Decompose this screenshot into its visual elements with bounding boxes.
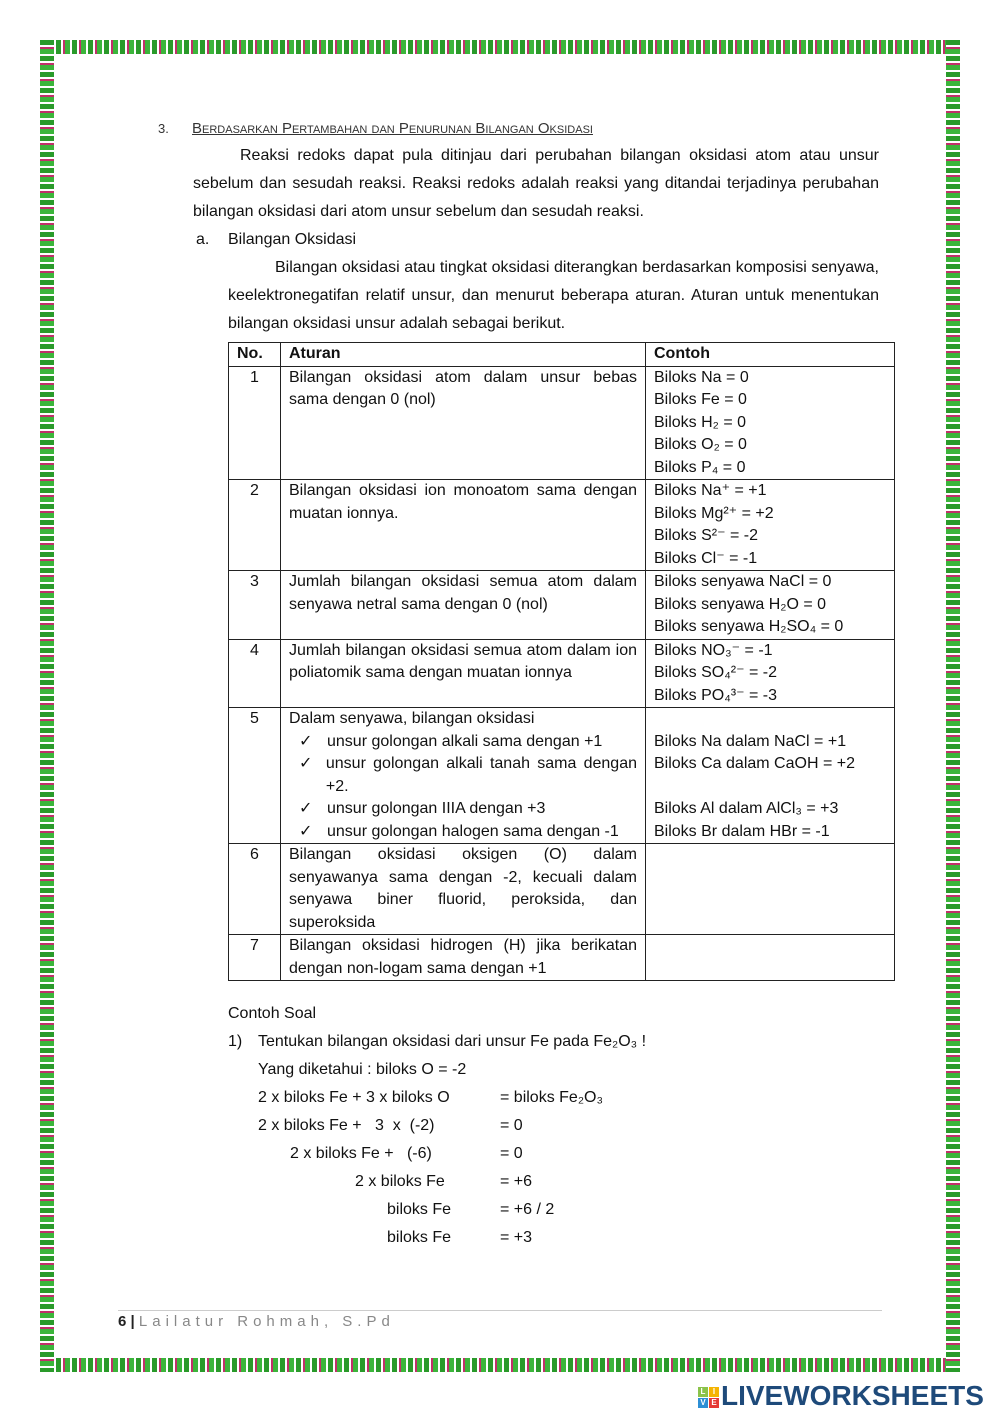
- intro-paragraph: Reaksi redoks dapat pula ditinjau dari perubahan bilangan oksidasi atom atau unsur sebelum dan sesudah reaksi. Reaksi redoks adalah reaksi yang ditandai terjadinya perubahan bilangan oksidasi dari atom unsur sebelum dan sesudah reaksi.: [193, 147, 879, 220]
- subsection-heading: [196, 226, 356, 254]
- check-icon: ✓: [299, 822, 313, 840]
- example-line: Biloks Na dalam NaCl = +1: [654, 732, 847, 750]
- solution-step: [228, 1084, 646, 1112]
- question-number: 1): [228, 1033, 243, 1050]
- rule-text: [281, 935, 646, 981]
- checklist-item: [289, 731, 637, 754]
- logo-letter: V: [698, 1398, 708, 1408]
- example-line: Biloks O₂ = 0: [654, 436, 747, 453]
- rule-description: Jumlah bilangan oksidasi semua atom dalam ion poliatomik sama dengan muatan ionnya: [289, 641, 637, 681]
- rule-examples: [646, 480, 895, 571]
- section-title: Berdasarkan Pertambahan dan Penurunan Bilangan Oksidasi: [192, 120, 593, 137]
- example-line: Biloks P₄ = 0: [654, 458, 746, 476]
- example-line: Biloks SO₄²⁻ = -2: [654, 664, 778, 681]
- step-right: = 0: [500, 1117, 523, 1134]
- example-line: Biloks Mg²⁺ = +2: [654, 504, 774, 522]
- solution-step: [228, 1196, 646, 1224]
- rule-description: Bilangan oksidasi oksigen (O) dalam senyawanya sama dengan -2, kecuali dalam senyawa biner fluorid, peroksida, dan superoksida: [289, 846, 637, 931]
- step-left: 2 x biloks Fe + (-6): [290, 1145, 432, 1162]
- subsection-number: a.: [196, 231, 210, 248]
- liveworksheets-logo-icon: [698, 1387, 719, 1408]
- solution-step: [228, 1168, 646, 1196]
- rule-number: 2: [229, 480, 281, 571]
- rule-description: Bilangan oksidasi ion monoatom sama dengan muatan ionnya.: [289, 482, 637, 522]
- solution-step: [228, 1224, 646, 1252]
- table-header-row: [229, 343, 895, 367]
- vine-border-left: [40, 40, 54, 1372]
- header-aturan: Aturan: [281, 343, 646, 367]
- example-line: Biloks Na⁺ = +1: [654, 482, 767, 499]
- checklist-item: [289, 821, 637, 844]
- solution-step: [228, 1112, 646, 1140]
- example-line: Biloks Cl⁻ = -1: [654, 549, 758, 567]
- rule-description: Jumlah bilangan oksidasi semua atom dalam senyawa netral sama dengan 0 (nol): [289, 573, 637, 613]
- rule-description: Bilangan oksidasi hidrogen (H) jika berikatan dengan non-logam sama dengan +1: [289, 937, 637, 977]
- logo-letter: I: [709, 1387, 719, 1397]
- header-no: No.: [229, 343, 281, 367]
- vine-border-bottom: [40, 1358, 960, 1372]
- table-row: [229, 708, 895, 844]
- rule-number: 4: [229, 639, 281, 708]
- example-line: Biloks Al dalam AlCl₃ = +3: [654, 800, 839, 817]
- checklist-text: unsur golongan IIIA dengan +3: [327, 800, 546, 817]
- step-right: = +3: [500, 1229, 533, 1246]
- rule-examples: [646, 708, 895, 844]
- table-row: [229, 571, 895, 640]
- rule-text: [281, 639, 646, 708]
- checklist-text: unsur golongan alkali sama dengan +1: [327, 732, 603, 750]
- example-line: Biloks senyawa NaCl = 0: [654, 573, 832, 590]
- example-section: [228, 1000, 646, 1252]
- checklist-item: [289, 753, 637, 798]
- header-contoh: Contoh: [646, 343, 895, 367]
- rule-examples: [646, 935, 895, 981]
- step-left: 2 x biloks Fe + 3 x (-2): [258, 1117, 435, 1134]
- example-line: Biloks PO₄³⁻ = -3: [654, 686, 778, 704]
- liveworksheets-brand: [698, 1380, 984, 1412]
- example-question: [228, 1028, 646, 1056]
- rule-text: [281, 366, 646, 480]
- example-line: Biloks Fe = 0: [654, 391, 747, 408]
- known-values: Yang diketahui : biloks O = -2: [258, 1061, 467, 1078]
- page-number: 6: [118, 1313, 127, 1330]
- example-line: Biloks Br dalam HBr = -1: [654, 822, 830, 840]
- table-row: [229, 480, 895, 571]
- step-right: = 0: [500, 1145, 523, 1162]
- logo-letter: L: [698, 1387, 708, 1397]
- rule-description: Bilangan oksidasi atom dalam unsur bebas sama dengan 0 (nol): [289, 368, 637, 408]
- example-line: Biloks NO₃⁻ = -1: [654, 641, 773, 659]
- solution-step: [228, 1140, 646, 1168]
- vine-border-top: [40, 40, 960, 54]
- question-text: Tentukan bilangan oksidasi dari unsur Fe pada Fe₂O₃ !: [258, 1033, 647, 1050]
- step-right: = +6: [500, 1173, 533, 1190]
- checklist-text: unsur golongan halogen sama dengan -1: [327, 822, 619, 840]
- subsection-paragraph: Bilangan oksidasi atau tingkat oksidasi diterangkan berdasarkan komposisi senyawa, keelektronegatifan relatif unsur, dan menurut beberapa aturan. Aturan untuk menentukan bilangan oksidasi unsur adalah sebagai berikut.: [228, 259, 879, 332]
- rule-examples: [646, 639, 895, 708]
- step-left: 2 x biloks Fe: [355, 1173, 445, 1190]
- table-row: [229, 935, 895, 981]
- subsection-title: Bilangan Oksidasi: [228, 231, 357, 248]
- rule-number: 1: [229, 366, 281, 480]
- rule-number: 5: [229, 708, 281, 844]
- example-line: Biloks senyawa H₂SO₄ = 0: [654, 618, 844, 635]
- rule-number: 7: [229, 935, 281, 981]
- author-name: Lailatur Rohmah, S.Pd: [138, 1313, 395, 1330]
- rule-examples: [646, 366, 895, 480]
- example-line: Biloks Na = 0: [654, 368, 749, 386]
- rule-text: [281, 708, 646, 844]
- table-row: [229, 844, 895, 935]
- section-number: 3.: [158, 121, 169, 136]
- page-footer: 6 | Lailatur Rohmah, S.Pd: [118, 1310, 882, 1330]
- rule-text: [281, 480, 646, 571]
- step-right: = biloks Fe₂O₃: [500, 1089, 603, 1106]
- vine-border-right: [946, 40, 960, 1372]
- rule-examples: [646, 844, 895, 935]
- example-line: Biloks H₂ = 0: [654, 413, 747, 431]
- example-line: [654, 708, 886, 731]
- example-line: Biloks Ca dalam CaOH = +2: [654, 755, 855, 772]
- checklist-text: unsur golongan alkali tanah sama dengan +2.: [325, 755, 637, 795]
- example-line: Biloks senyawa H₂O = 0: [654, 595, 827, 613]
- solution-steps: [228, 1084, 646, 1252]
- check-icon: ✓: [299, 732, 313, 750]
- step-right: = +6 / 2: [500, 1201, 555, 1218]
- rule-text: [281, 571, 646, 640]
- checklist-item: [289, 798, 637, 821]
- step-left: 2 x biloks Fe + 3 x biloks O: [258, 1089, 450, 1106]
- rule-examples: [646, 571, 895, 640]
- step-left: biloks Fe: [387, 1229, 452, 1246]
- step-left: biloks Fe: [387, 1201, 452, 1218]
- table-row: [229, 639, 895, 708]
- check-icon: ✓: [299, 755, 313, 772]
- example-title: Contoh Soal: [228, 1005, 317, 1022]
- rule-number: 6: [229, 844, 281, 935]
- rule-description: Dalam senyawa, bilangan oksidasi: [289, 710, 535, 727]
- table-row: [229, 366, 895, 480]
- rule-number: 3: [229, 571, 281, 640]
- check-icon: ✓: [299, 800, 313, 817]
- example-line: [654, 776, 886, 799]
- logo-letter: E: [709, 1398, 719, 1408]
- example-line: Biloks S²⁻ = -2: [654, 527, 759, 544]
- section-heading: [158, 120, 593, 137]
- rule-text: [281, 844, 646, 935]
- rules-table: [228, 342, 895, 981]
- brand-name: LIVEWORKSHEETS: [721, 1380, 984, 1411]
